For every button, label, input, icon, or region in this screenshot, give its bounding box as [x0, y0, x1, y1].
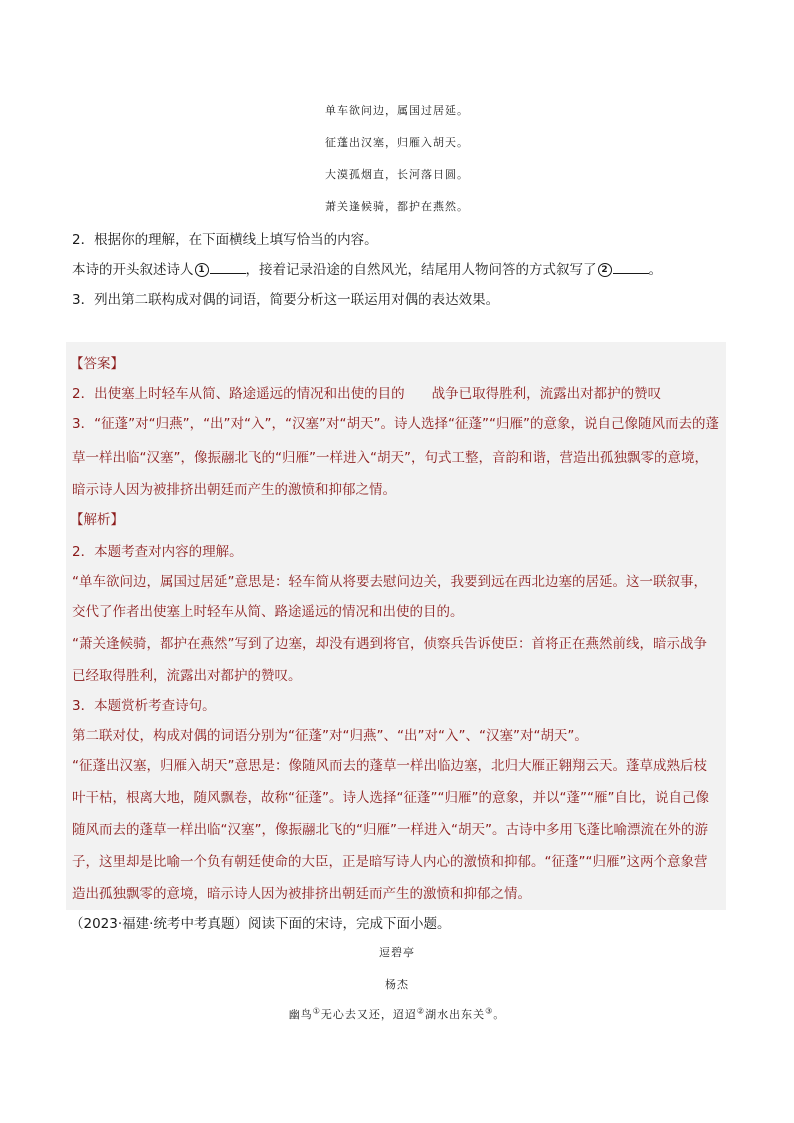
analysis-line-7: 第二联对仗，构成对偶的词语分别为“征蓬”对“归燕”、“出”对“入”、“汉塞”对“胡天”。 [72, 728, 588, 744]
analysis-line-8: “征蓬出汉塞，归雁入胡天”意思是：像随风而去的蓬草一样出临边塞，北归大雁正翱翔云天。蓬草成熟后枝 [72, 758, 707, 774]
poem-title: 逗碧亭 [379, 946, 415, 959]
blank-1[interactable] [210, 261, 246, 274]
poem-line-4: 萧关逢候骑，都护在燕然。 [325, 200, 469, 213]
question-2-fill: 本诗的开头叙述诗人 1 ，接着记录沿途的自然风光，结尾用人物问答的方式叙写了 2 。 [72, 262, 662, 278]
footnote-marker-2: ② [416, 1006, 426, 1016]
blank-2[interactable] [613, 261, 649, 274]
answer-header: 【答案】 [70, 356, 124, 372]
poem-line-1: 单车欲问边，属国过居延。 [325, 104, 469, 117]
answer-3-line-2: 草一样出临“汉塞”，像振翮北飞的“归雁”一样进入“胡天”，句式工整，音韵和谐，营造出孤独飘零的意境， [72, 450, 708, 466]
question-3: 3．列出第二联构成对偶的词语，简要分析这一联运用对偶的表达效果。 [72, 292, 500, 308]
footnote-marker-1: ① [312, 1006, 321, 1016]
analysis-line-1: 2．本题考查对内容的理解。 [72, 544, 243, 560]
poem-author: 杨杰 [385, 978, 409, 991]
analysis-line-12: 造出孤独飘零的意境，暗示诗人因为被排挤出朝廷而产生的激愤和抑郁之情。 [72, 886, 531, 902]
next-question-intro: （2023·福建·统考中考真题）阅读下面的宋诗，完成下面小题。 [70, 916, 451, 932]
circle-number-1: 1 [195, 263, 209, 277]
circle-number-2: 2 [598, 263, 612, 277]
analysis-line-3: 交代了作者出使塞上时轻车从简、路途遥远的情况和出使的目的。 [72, 604, 464, 620]
analysis-line-10: 随风而去的蓬草一样出临“汉塞”，像振翮北飞的“归雁”一样进入“胡天”。古诗中多用飞蓬比喻漂流在外的游 [72, 822, 708, 838]
answer-3-line-1: 3．“征蓬”对“归燕”，“出”对“入”，“汉塞”对“胡天”。诗人选择“征蓬”“归雁”的意象，说自己像随风而去的蓬 [72, 416, 719, 432]
answer-3-line-3: 暗示诗人因为被排挤出朝廷而产生的激愤和抑郁之情。 [72, 482, 396, 498]
answer-2: 2．出使塞上时轻车从简、路途遥远的情况和出使的目的 战争已取得胜利，流露出对都护的赞叹 [72, 386, 662, 402]
poem-line-3: 大漠孤烟直，长河落日圆。 [325, 168, 469, 181]
analysis-line-9: 叶干枯，根离大地，随风飘卷，故称“征蓬”。诗人选择“征蓬”“归雁”的意象，并以“蓬”“雁”自比，说自己像 [72, 790, 709, 806]
analysis-header: 【解析】 [70, 512, 124, 528]
question-2: 2．根据你的理解，在下面横线上填写恰当的内容。 [72, 232, 378, 248]
poem2-line-1: 幽鸟①无心去又还，迢迢②湖水出东关③。 [288, 1006, 506, 1021]
analysis-line-2: “单车欲问边，属国过居延”意思是：轻车简从将要去慰问边关，我要到远在西北边塞的居延。这一联叙事， [72, 574, 707, 590]
poem-line-2: 征蓬出汉塞，归雁入胡天。 [325, 136, 469, 149]
analysis-line-4: “萧关逢候骑，都护在燕然”写到了边塞，却没有遇到将官，侦察兵告诉使臣：首将正在燕然前线，暗示战争 [72, 636, 707, 652]
analysis-line-6: 3．本题赏析考查诗句。 [72, 698, 216, 714]
analysis-line-11: 子，这里却是比喻一个负有朝廷使命的大臣，正是暗写诗人内心的激愤和抑郁。“征蓬”“归雁”这两个意象营 [72, 854, 708, 870]
analysis-line-5: 已经取得胜利，流露出对都护的赞叹。 [72, 668, 302, 684]
footnote-marker-3: ③ [485, 1006, 494, 1016]
